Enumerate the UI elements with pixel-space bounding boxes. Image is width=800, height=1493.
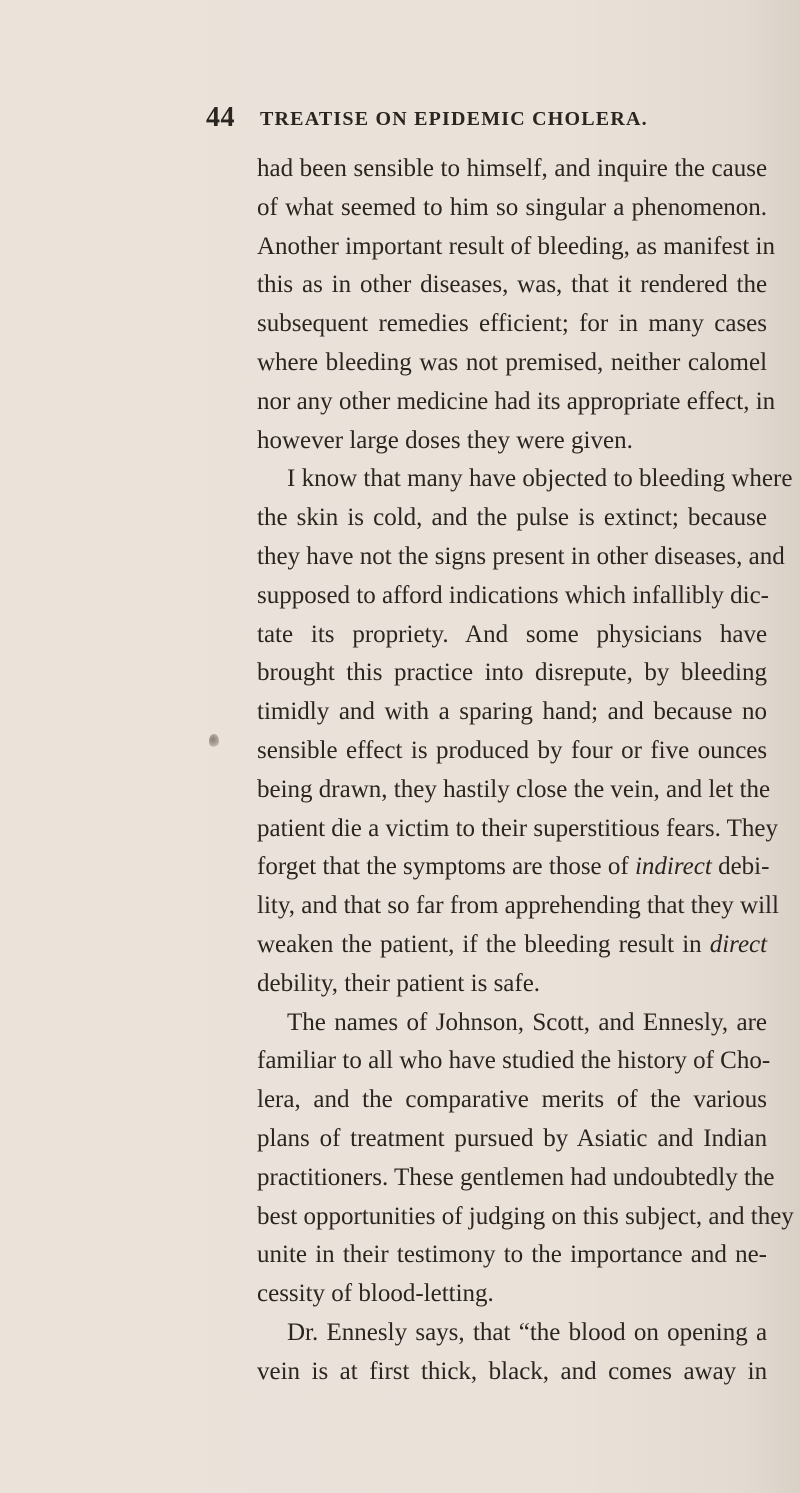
text-line: the skin is cold, and the pulse is extinct; because bbox=[257, 504, 768, 532]
text-line: patient die a victim to their superstitious fears. They bbox=[257, 814, 779, 842]
paragraph bbox=[257, 150, 776, 460]
text-line: The names of Johnson, Scott, and Ennesly, are bbox=[287, 1008, 767, 1036]
text-line: I know that many have objected to bleeding where bbox=[287, 465, 793, 493]
text-line: practitioners. These gentlemen had undoubtedly the bbox=[257, 1163, 775, 1191]
text-line: however large doses they were given. bbox=[257, 426, 633, 454]
text-line: tate its propriety. And some physicians have bbox=[257, 620, 768, 648]
paragraph bbox=[257, 460, 793, 1003]
text-line: forget that the symptoms are those of indirect debi- bbox=[257, 853, 770, 881]
text-line: supposed to afford indications which infallibly dic- bbox=[257, 581, 769, 609]
text-line: being drawn, they hastily close the vein, and let the bbox=[257, 775, 771, 803]
text-line: Another important result of bleeding, as manifest in bbox=[257, 232, 775, 260]
text-line: Dr. Ennesly says, that “the blood on opening a bbox=[287, 1318, 768, 1346]
text-line: unite in their testimony to the importance and ne- bbox=[257, 1241, 767, 1269]
text-line: best opportunities of judging on this subject, and they bbox=[257, 1202, 794, 1230]
text-line: weaken the patient, if the bleeding result in direct bbox=[257, 930, 768, 958]
page-header bbox=[204, 102, 799, 144]
text-line: they have not the signs present in other diseases, and bbox=[257, 542, 785, 570]
text-line: lera, and the comparative merits of the various bbox=[257, 1086, 768, 1114]
text-line: of what seemed to him so singular a phenomenon. bbox=[257, 193, 768, 221]
text-line: brought this practice into disrepute, by bleeding bbox=[257, 659, 767, 687]
ink-speck bbox=[209, 734, 219, 748]
text-line: cessity of blood-letting. bbox=[257, 1280, 494, 1308]
text-line: debility, their patient is safe. bbox=[257, 969, 541, 997]
text-line: familiar to all who have studied the history of Cho- bbox=[257, 1047, 771, 1075]
text-line: had been sensible to himself, and inquire the cause bbox=[257, 155, 768, 182]
page-number: 44 bbox=[206, 102, 235, 133]
paragraph bbox=[257, 1004, 794, 1314]
body-text bbox=[257, 150, 794, 1392]
running-title: TREATISE ON EPIDEMIC CHOLERA. bbox=[260, 108, 648, 130]
text-line: subsequent remedies efficient; for in many cases bbox=[257, 310, 767, 338]
paragraph bbox=[257, 1314, 767, 1392]
text-line: nor any other medicine had its appropriate effect, in bbox=[257, 387, 776, 415]
text-line: where bleeding was not premised, neither calomel bbox=[257, 348, 768, 376]
text-line: sensible effect is produced by four or five ounces bbox=[257, 736, 768, 764]
text-line: this as in other diseases, was, that it rendered the bbox=[257, 271, 768, 299]
text-line: plans of treatment pursued by Asiatic and Indian bbox=[257, 1124, 768, 1152]
text-line: vein is at first thick, black, and comes away in bbox=[257, 1357, 768, 1385]
text-line: lity, and that so far from apprehending that they will bbox=[257, 892, 779, 920]
text-line: timidly and with a sparing hand; and because no bbox=[257, 698, 768, 726]
